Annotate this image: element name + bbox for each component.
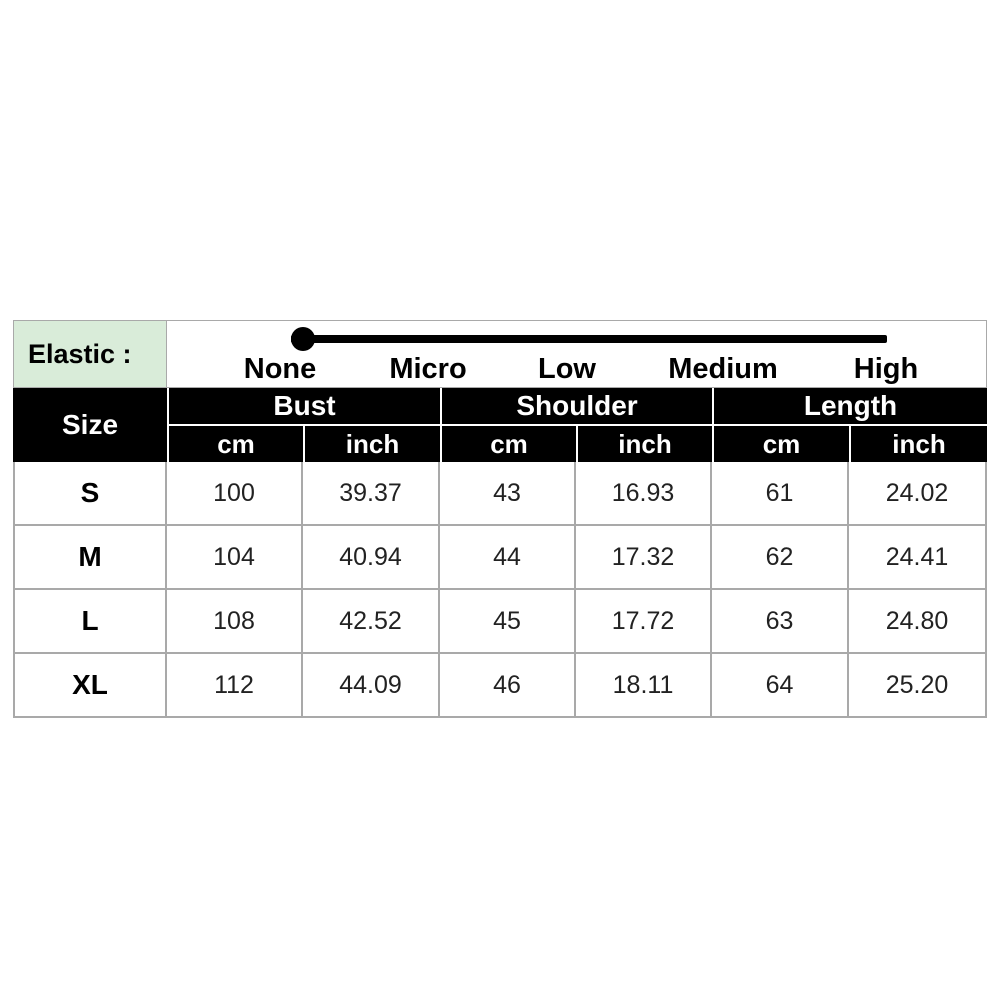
measurement-cell: 112 bbox=[167, 654, 303, 718]
measurement-cell: 40.94 bbox=[303, 526, 440, 590]
length-group-header: Length bbox=[712, 388, 987, 424]
unit-header: cm bbox=[712, 426, 849, 462]
bust-group-header: Bust bbox=[167, 388, 440, 424]
unit-header: inch bbox=[849, 426, 987, 462]
shoulder-group-header: Shoulder bbox=[440, 388, 712, 424]
measurement-cell: 16.93 bbox=[576, 462, 712, 526]
elastic-level-none: None bbox=[243, 353, 317, 385]
measurement-cell: 62 bbox=[712, 526, 849, 590]
measurement-cell: 63 bbox=[712, 590, 849, 654]
measurement-cell: 18.11 bbox=[576, 654, 712, 718]
measurement-cell: 46 bbox=[440, 654, 576, 718]
size-label: S bbox=[13, 462, 167, 526]
measurement-cell: 17.72 bbox=[576, 590, 712, 654]
measurement-cell: 39.37 bbox=[303, 462, 440, 526]
size-chart bbox=[13, 320, 987, 718]
unit-header: cm bbox=[167, 426, 303, 462]
elastic-scale bbox=[167, 320, 987, 388]
measurement-cell: 44.09 bbox=[303, 654, 440, 718]
measurement-cell: 24.02 bbox=[849, 462, 987, 526]
measurement-cell: 108 bbox=[167, 590, 303, 654]
size-column-header: Size bbox=[13, 388, 167, 462]
measurement-cell: 25.20 bbox=[849, 654, 987, 718]
measurement-cell: 17.32 bbox=[576, 526, 712, 590]
unit-header: inch bbox=[303, 426, 440, 462]
measurement-cell: 45 bbox=[440, 590, 576, 654]
elastic-scale-track bbox=[291, 335, 887, 343]
measurement-cell: 24.80 bbox=[849, 590, 987, 654]
elastic-level-low: Low bbox=[538, 353, 596, 385]
elastic-level-micro: Micro bbox=[389, 353, 467, 385]
elastic-label: Elastic : bbox=[13, 320, 167, 388]
measurement-cell: 44 bbox=[440, 526, 576, 590]
size-label: M bbox=[13, 526, 167, 590]
measurement-cell: 24.41 bbox=[849, 526, 987, 590]
elastic-level-medium: Medium bbox=[668, 353, 778, 385]
size-label: XL bbox=[13, 654, 167, 718]
size-label: L bbox=[13, 590, 167, 654]
measurement-cell: 104 bbox=[167, 526, 303, 590]
measurement-cell: 42.52 bbox=[303, 590, 440, 654]
unit-header: cm bbox=[440, 426, 576, 462]
unit-header: inch bbox=[576, 426, 712, 462]
elastic-scale-indicator bbox=[291, 327, 315, 351]
measurement-cell: 61 bbox=[712, 462, 849, 526]
measurement-cell: 64 bbox=[712, 654, 849, 718]
measurement-cell: 43 bbox=[440, 462, 576, 526]
measurement-cell: 100 bbox=[167, 462, 303, 526]
elastic-level-high: High bbox=[853, 353, 919, 385]
